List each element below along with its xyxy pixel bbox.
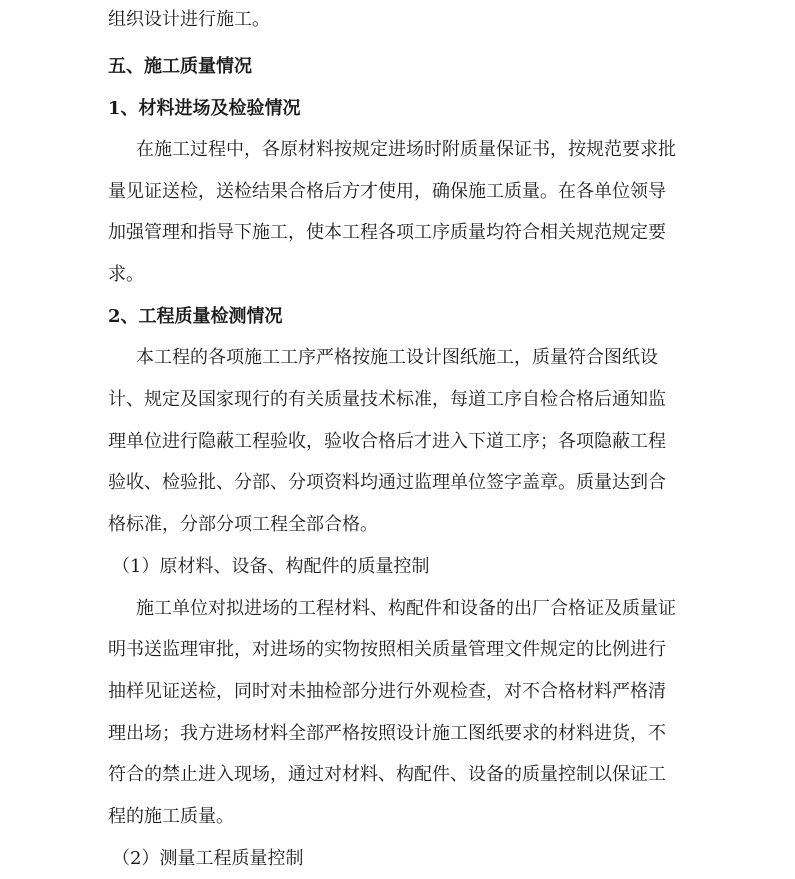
section-heading: 五、施工质量情况	[108, 56, 252, 77]
paragraph-line: 计、规定及国家现行的有关质量技术标准，每道工序自检合格后通知监	[108, 389, 666, 410]
paragraph-line: 求。	[108, 264, 144, 285]
numbered-subheading: （2）测量工程质量控制	[112, 848, 304, 869]
paragraph-line: 程的施工质量。	[108, 806, 234, 827]
paragraph-line: 施工单位对拟进场的工程材料、构配件和设备的出厂合格证及质量证	[136, 598, 676, 619]
paragraph-line: 组织设计进行施工。	[108, 9, 270, 30]
paragraph-line: 符合的禁止进入现场，通过对材料、构配件、设备的质量控制以保证工	[108, 764, 666, 785]
paragraph-line: 理出场；我方进场材料全部严格按照设计施工图纸要求的材料进货，不	[108, 723, 666, 744]
paragraph-line: 明书送监理审批，对进场的实物按照相关质量管理文件规定的比例进行	[108, 639, 666, 660]
paragraph-line: 本工程的各项施工工序严格按施工设计图纸施工，质量符合图纸设	[136, 347, 658, 368]
paragraph-line: 量见证送检，送检结果合格后方才使用，确保施工质量。在各单位领导	[108, 181, 666, 202]
paragraph-line: 抽样见证送检，同时对未抽检部分进行外观检查，对不合格材料严格清	[108, 681, 666, 702]
paragraph-line: 格标准，分部分项工程全部合格。	[108, 514, 378, 535]
paragraph-line: 理单位进行隐蔽工程验收，验收合格后才进入下道工序；各项隐蔽工程	[108, 431, 666, 452]
paragraph-line: 加强管理和指导下施工，使本工程各项工序质量均符合相关规范规定要	[108, 222, 666, 243]
paragraph-line: 在施工过程中，各原材料按规定进场时附质量保证书，按规范要求批	[136, 139, 676, 160]
subsection-heading: 2、工程质量检测情况	[108, 306, 283, 327]
numbered-subheading: （1）原材料、设备、构配件的质量控制	[112, 556, 430, 577]
paragraph-line: 验收、检验批、分部、分项资料均通过监理单位签字盖章。质量达到合	[108, 472, 666, 493]
subsection-heading: 1、材料进场及检验情况	[108, 98, 301, 119]
